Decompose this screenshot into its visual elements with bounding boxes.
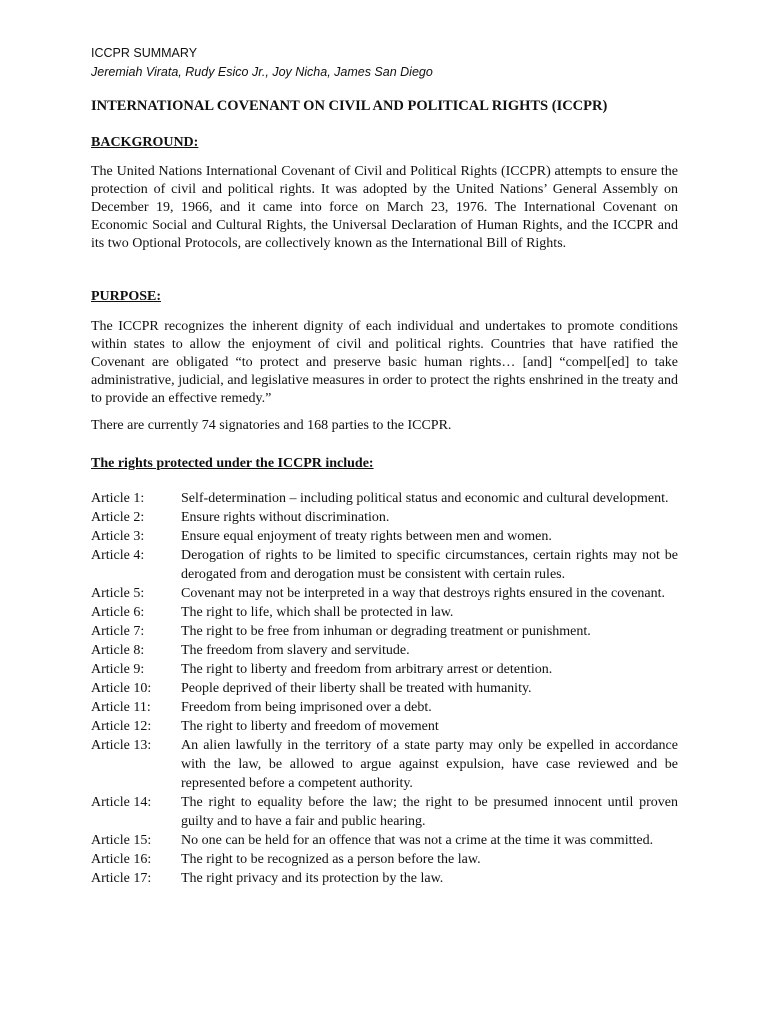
authors-line: Jeremiah Virata, Rudy Esico Jr., Joy Nicha, James San Diego [91, 65, 433, 79]
article-text: The right to liberty and freedom from arbitrary arrest or detention. [181, 662, 553, 677]
article-label: Article 5: [91, 586, 145, 601]
article-row [91, 641, 678, 660]
article-text: Ensure equal enjoyment of treaty rights between men and women. [181, 529, 552, 544]
purpose-heading: PURPOSE: [91, 289, 161, 304]
article-text: The right to be free from inhuman or degrading treatment or punishment. [181, 624, 591, 639]
article-row [91, 584, 678, 603]
article-text: The right to equality before the law; the right to be presumed innocent until proven guilty and to have a fair and public hearing. [181, 795, 678, 829]
article-label: Article 10: [91, 681, 152, 696]
article-label: Article 7: [91, 624, 145, 639]
article-label: Article 17: [91, 871, 152, 886]
document-title: INTERNATIONAL COVENANT ON CIVIL AND POLITICAL RIGHTS (ICCPR) [91, 98, 608, 114]
article-label: Article 11: [91, 700, 151, 715]
background-heading: BACKGROUND: [91, 135, 199, 150]
rights-heading: The rights protected under the ICCPR include: [91, 456, 374, 471]
article-label: Article 6: [91, 605, 145, 620]
article-row [91, 850, 678, 869]
article-row [91, 603, 678, 622]
article-label: Article 8: [91, 643, 145, 658]
article-label: Article 12: [91, 719, 152, 734]
article-label: Article 4: [91, 548, 145, 563]
article-row [91, 736, 678, 793]
article-label: Article 15: [91, 833, 152, 848]
article-row [91, 660, 678, 679]
article-text: Ensure rights without discrimination. [181, 510, 390, 525]
article-row [91, 622, 678, 641]
article-text: No one can be held for an offence that was not a crime at the time it was committed. [181, 833, 654, 848]
article-row [91, 717, 678, 736]
article-row [91, 489, 678, 508]
article-row [91, 698, 678, 717]
article-label: Article 2: [91, 510, 145, 525]
article-label: Article 14: [91, 795, 152, 810]
article-text: The right to liberty and freedom of movement [181, 719, 439, 734]
article-text: Freedom from being imprisoned over a debt. [181, 700, 432, 715]
article-text: An alien lawfully in the territory of a state party may only be expelled in accordance with the law, be allowed to argue against expulsion, have case reviewed and be represented before a competent authority. [181, 738, 678, 791]
article-row [91, 679, 678, 698]
article-text: The right to life, which shall be protected in law. [181, 605, 454, 620]
article-label: Article 3: [91, 529, 145, 544]
article-text: The right to be recognized as a person before the law. [181, 852, 481, 867]
doc-label: ICCPR SUMMARY [91, 46, 198, 60]
article-label: Article 16: [91, 852, 152, 867]
purpose-paragraph: The ICCPR recognizes the inherent dignity of each individual and undertakes to promote conditions within states to allow the enjoyment of civil and political rights. Countries that have ratified the Covenant are obligated “to protect and preserve basic human rights… [and] “compel[ed] to take administrative, judicial, and legislative measures in order to protect the rights enshrined in the treaty and to provide an effective remedy.” [91, 319, 678, 406]
article-text: Derogation of rights to be limited to specific circumstances, certain rights may not be derogated from and derogation must be consistent with certain rules. [181, 548, 678, 582]
articles-list [91, 489, 678, 888]
article-row [91, 546, 678, 584]
article-text: The right privacy and its protection by the law. [181, 871, 444, 886]
article-text: Covenant may not be interpreted in a way that destroys rights ensured in the covenant. [181, 586, 666, 601]
article-label: Article 13: [91, 738, 152, 753]
article-text: People deprived of their liberty shall be treated with humanity. [181, 681, 532, 696]
article-row [91, 527, 678, 546]
article-row [91, 869, 678, 888]
background-paragraph: The United Nations International Covenant of Civil and Political Rights (ICCPR) attempts to ensure the protection of civil and political rights. It was adopted by the United Nations’ General Assembly on December 19, 1966, and it came into force on March 23, 1976. The International Covenant on Economic Social and Cultural Rights, the Universal Declaration of Human Rights, and the ICCPR and its two Optional Protocols, are collectively known as the International Bill of Rights. [91, 164, 678, 251]
article-row [91, 793, 678, 831]
article-row [91, 508, 678, 527]
article-text: Self-determination – including political status and economic and cultural development. [181, 491, 669, 506]
article-text: The freedom from slavery and servitude. [181, 643, 410, 658]
article-label: Article 9: [91, 662, 145, 677]
article-label: Article 1: [91, 491, 145, 506]
signatories-line: There are currently 74 signatories and 168 parties to the ICCPR. [91, 418, 452, 433]
article-row [91, 831, 678, 850]
